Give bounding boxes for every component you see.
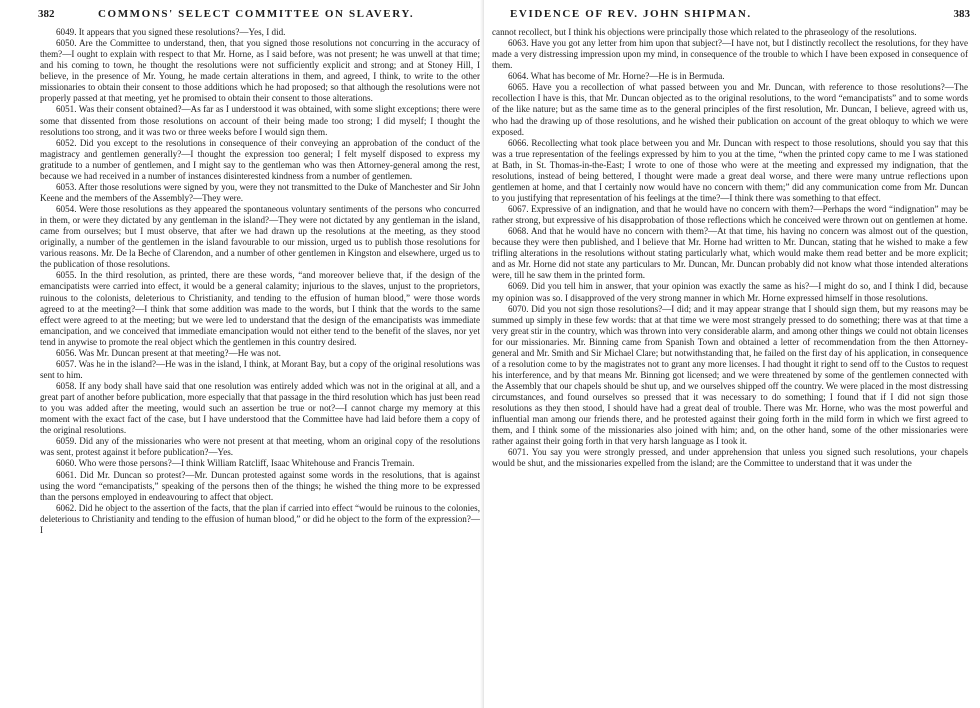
evidence-paragraph: 6052. Did you except to the resolutions in consequence of their conveying an approbation of the conduct of the magistracy and gentlemen generally?—I thought the expression too general; I felt myself disposed to express my gratitude to a number of gentlemen, and I might say to the gentleman who was then Attorney-general among the rest, because we had received in a number of instances disinterested kindness from a number of gentlemen. bbox=[40, 137, 480, 181]
left-page bbox=[0, 0, 484, 708]
evidence-paragraph-continued: cannot recollect, but I think his objections were principally those which related to the phraseology of the resolutions. bbox=[492, 27, 917, 37]
left-page-number: 382 bbox=[38, 8, 55, 20]
evidence-paragraph: 6071. You say you were strongly pressed, and under apprehension that unless you signed such resolutions, your chapels would be shut, and the missionaries expelled from the island; are the Committee to understand that it was under the bbox=[492, 447, 968, 469]
evidence-paragraph: 6066. Recollecting what took place between you and Mr. Duncan with respect to those resolutions, should you say that this was a true representation of the feelings expressed by him to you at the time, “when the printed copy came to me I was stationed at Bath, in St. Thomas-in-the-East; I wrote to one of those who were at the meeting and expressed my indignation, that the resolutions, instead of being bettered, I thought were made a great deal worse, and there were many untrue reflections upon gentlemen at home, and that I certainly now would have no concern with them;” did any communication come from Mr. Duncan to you justifying that representation of his feelings at the time?—I think there was something to that effect. bbox=[492, 137, 968, 203]
evidence-paragraph: 6059. Did any of the missionaries who were not present at that meeting, whom an original copy of the resolutions was sent, protest against it before publication?—Yes. bbox=[40, 436, 480, 458]
evidence-paragraph: 6057. Was he in the island?—He was in the island, I think, at Morant Bay, but a copy of the original resolutions was sent to him. bbox=[40, 358, 480, 380]
evidence-paragraph: 6054. Were those resolutions as they appeared the spontaneous voluntary sentiments of the persons who concurred in them, or were they dictated by any gentleman in the island?—They were not dictated by any gentleman in the island, came from ourselves; but I must observe, that after we had drawn up the resolutions at the meeting, as they stood originally, a number of the gentlemen in the island favourable to our mission, urged us to publish those resolutions for various reasons. Mr. De la Beche of Clarendon, and a number of other gentlemen in Kingston and elsewhere, urged us to the publication of those resolutions. bbox=[40, 204, 480, 270]
evidence-paragraph: 6063. Have you got any letter from him upon that subject?—I have not, but I distinctly recollect the resolutions, for they have made a very distressing impression upon my mind, in consequence of the trouble to which I have been exposed in consequence of them. bbox=[492, 38, 968, 71]
evidence-paragraph: 6065. Have you a recollection of what passed between you and Mr. Duncan, with reference to those resolutions?—The recollection I have is this, that Mr. Duncan objected as to the original resolutions, to the word “emancipatists” and to some words of the like nature; but as the same time as to the general principles of the first resolution, Mr. Duncan, I believe, agreed with us, who had the drawing up of those resolutions, and he wished their publication on account of the great obloquy to which we were exposed. bbox=[492, 82, 968, 137]
evidence-paragraph: 6058. If any body shall have said that one resolution was entirely added which was not in the original at all, and a great part of another before publication, more especially that that passage in the third resolution which has just been read to you was added after the meeting, would such an assertion be true or not?—I cannot charge my memory at this moment with the exact fact of the case, but I have understood that the Committee have had laid before them a copy of the original resolutions. bbox=[40, 381, 480, 436]
right-running-header bbox=[510, 8, 970, 24]
evidence-paragraph: 6069. Did you tell him in answer, that your opinion was exactly the same as his?—I might do so, and I think I did, because my opinion was so. I disapproved of the very strong manner in which Mr. Horne expressed himself in those resolutions. bbox=[492, 281, 968, 303]
evidence-paragraph: 6055. In the third resolution, as printed, there are these words, “and moreover believe that, if the design of the emancipatists were carried into effect, it would be a general calamity; injurious to the slaves, unjust to the proprietors, ruinous to the colonists, deleterious to Christianity, and tending to the effusion of human blood,” were those words agreed to at the meeting?—I think that some addition was made to the words, but I think that the words to the same effect were agreed to at the meeting; but we were led to understand that the design of the emancipatists was immediate emancipation, and we conceived that immediate emancipation would not either tend to the benefit of the slaves, nor yet tend in anywise to promote the real object which the gentlemen in this country desired. bbox=[40, 270, 480, 347]
evidence-paragraph: 6061. Did Mr. Duncan so protest?—Mr. Duncan protested against some words in the resolutions, that is against using the word “emancipatists,” speaking of the persons then of the things; he wished the thing more to be expressed than the persons employed in endeavouring to affect that object. bbox=[40, 469, 480, 502]
evidence-paragraph: 6050. Are the Committee to understand, then, that you signed those resolutions not concurring in the accuracy of them?—I ought to explain with respect to that Mr. Horne, as I said before, was not present; he was unwell at that time; and his coming to town, he thought the resolutions were not sufficiently explicit and strong; and at Stoney Hill, I believe, in the presence of Mr. Young, he made certain alterations in them, and agreed, I think, to write to the other missionaries to obtain their consent to those additions which he had proposed; so that although the resolutions were not properly passed at that meeting, yet he promised to obtain their consent to those alterations. bbox=[40, 38, 480, 104]
right-page bbox=[484, 0, 980, 708]
right-page-text bbox=[492, 27, 968, 470]
evidence-paragraph: 6053. After those resolutions were signed by you, were they not transmitted to the Duke of Manchester and Sir John Keene and the members of the Assembly?—They were. bbox=[40, 181, 480, 203]
evidence-paragraph: 6051. Was their consent obtained?—As far as I understood it was obtained, with some slight exceptions; there were some that dissented from those resolutions on account of their being made too strong; I did myself; I thought the resolutions too strong, and it was two or three weeks before I would sign them. bbox=[40, 104, 480, 137]
right-page-number: 383 bbox=[953, 8, 970, 20]
left-running-header bbox=[38, 8, 478, 24]
evidence-paragraph: 6068. And that he would have no concern with them?—At that time, his having no concern was almost out of the question, because they were then published, and I believe that Mr. Horne had written to Mr. Duncan, stating that he wished to make a few trifling alterations in the resolutions without stating particularly what, which would make them read better and be more explicit; and as Mr. Horne did not state any particulars to Mr. Duncan, Mr. Duncan probably did not know what those intended alterations were, till he saw them in the printed form. bbox=[492, 226, 968, 281]
evidence-paragraph: 6056. Was Mr. Duncan present at that meeting?—He was not. bbox=[56, 347, 281, 358]
evidence-paragraph: 6070. Did you not sign those resolutions?—I did; and it may appear strange that I should sign them, but my reasons may be summed up simply in these few words: that at that time we were most strangely pressed to do something; there was at that time a very great stir in the country, which was thrown into very considerable alarm, and among other things we could not obtain licenses for our missionaries. Mr. Binning came from Spanish Town and obtained a letter of recommendation from the then Attorney-general and Mr. Smith and Sir Michael Clare; but notwithstanding that, he failed on the first day of his application, in consequence of a resolution come to by the magistrates not to grant any more licenses. I had thought it right to send off to the Custos to request his interference, and by that means Mr. Binning got licensed; and we were threatened by some of the gentlemen connected with the Assembly that our chapels should be shut up, and we ourselves shipped off the country. We were placed in the most distressing circumstances, and found ourselves so pressed that it was necessary to do something; I found that if I did not sign those resolutions as they then stood, I should have had a great deal of trouble. There was Mr. Horne, who was the most powerful and influential man among our friends there, and he protested against their going forth in the mild form in which we first agreed to them, and I think some of the missionaries also joined with him; and, on the other hand, some of the other missionaries were rather against their going forth in that very harsh language as I took it. bbox=[492, 303, 968, 447]
evidence-paragraph: 6062. Did he object to the assertion of the facts, that the plan if carried into effect “would be ruinous to the colonies, deleterious to Christianity and tending to the effusion of human blood,” or did he object to the form of the expression?—I bbox=[40, 502, 480, 535]
evidence-paragraph: 6060. Who were those persons?—I think William Ratcliff, Isaac Whitehouse and Francis Tremain. bbox=[56, 458, 415, 469]
left-running-head-title: COMMONS' SELECT COMMITTEE ON SLAVERY. bbox=[98, 8, 415, 20]
evidence-paragraph: 6064. What has become of Mr. Horne?—He is in Bermuda. bbox=[508, 71, 725, 82]
left-page-text bbox=[40, 27, 480, 536]
evidence-paragraph: 6067. Expressive of an indignation, and that he would have no concern with them?—Perhaps the word “indignation” may be rather strong, but expressive of his disapprobation of those reflections which he conceived were thrown out on gentlemen at home. bbox=[492, 204, 968, 226]
right-running-head-title: EVIDENCE OF REV. JOHN SHIPMAN. bbox=[510, 8, 752, 20]
evidence-paragraph: 6049. It appears that you signed these resolutions?—Yes, I did. bbox=[56, 27, 286, 37]
